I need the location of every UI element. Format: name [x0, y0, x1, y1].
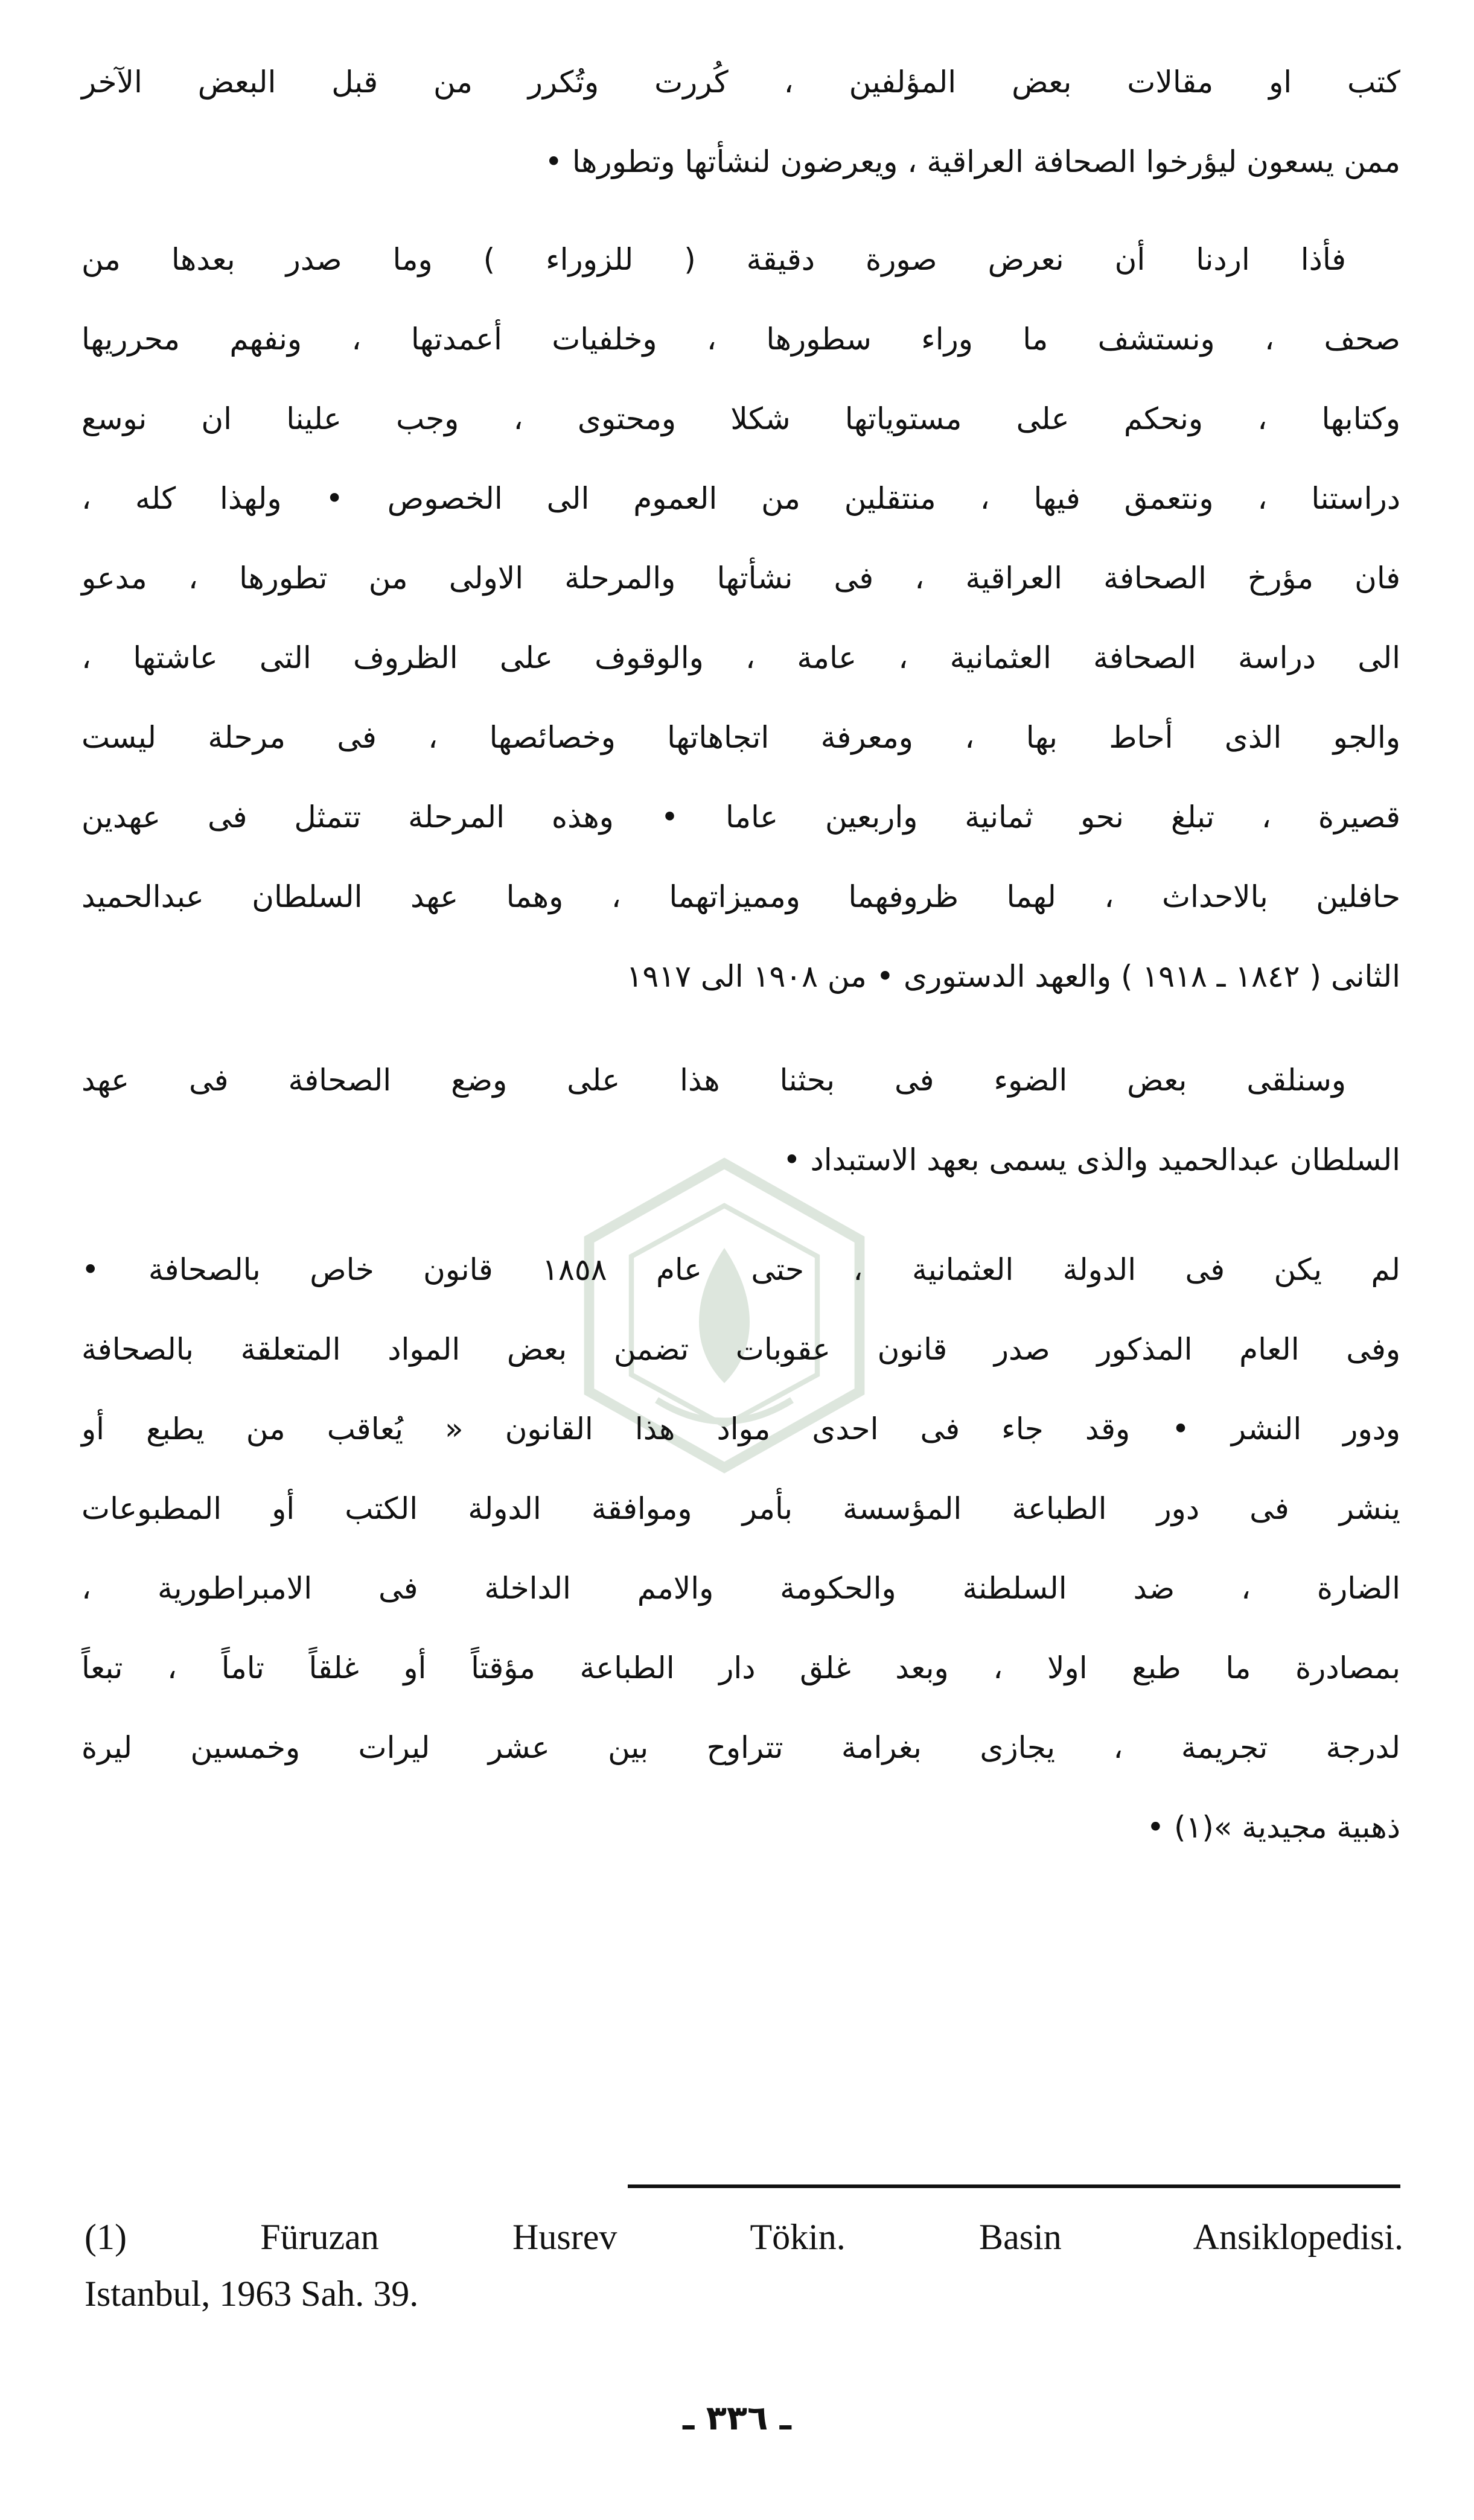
text-line: ودور النشر • وقد جاء فى احدى مواد هذا القانون « يُعاقب من يطبع أو: [81, 1411, 1400, 1446]
text-line: صحف ، ونستشف ما وراء سطورها ، وخلفيات أعمدتها ، ونفهم محرريها: [81, 322, 1400, 357]
main-text: [81, 42, 1400, 1867]
text-line: الى دراسة الصحافة العثمانية ، عامة ، والوقوف على الظروف التى عاشتها ،: [81, 640, 1400, 675]
text-line: ذهبية مجيدية »(١) •: [1146, 1810, 1400, 1845]
text-line: لدرجة تجريمة ، يجازى بغرامة تتراوح بين عشر ليرات وخمسين ليرة: [81, 1730, 1400, 1765]
text-line: كتب او مقالات بعض المؤلفين ، كُررت وتُكرر من قبل البعض الآخر: [81, 65, 1400, 100]
text-line: قصيرة ، تبلغ نحو ثمانية واربعين عاما • وهذه المرحلة تتمثل فى عهدين: [81, 800, 1400, 835]
text-line: وسنلقى بعض الضوء فى بحثنا هذا على وضع الصحافة فى عهد: [81, 1063, 1346, 1098]
text-line: والجو الذى أحاط بها ، ومعرفة اتجاهاتها وخصائصها ، فى مرحلة ليست: [81, 720, 1400, 755]
text-line: لم يكن فى الدولة العثمانية ، حتى عام ١٨٥٨ قانون خاص بالصحافة •: [81, 1252, 1400, 1287]
text-line: ينشر فى دور الطباعة المؤسسة بأمر وموافقة الدولة الكتب أو المطبوعات: [81, 1491, 1400, 1526]
page-number: ـ ٣٣٦ ـ: [683, 2399, 791, 2438]
footnote-divider: [628, 2184, 1400, 2188]
text-line: حافلين بالاحداث ، لهما ظروفهما ومميزاتهما ، وهما عهد السلطان عبدالحميد: [81, 879, 1400, 914]
text-line: دراستنا ، ونتعمق فيها ، منتقلين من العموم الى الخصوص • ولهذا كله ،: [81, 481, 1400, 516]
text-line: وفى العام المذكور صدر قانون عقوبات تضمن بعض المواد المتعلقة بالصحافة: [81, 1332, 1400, 1367]
footnote: [85, 2209, 1403, 2322]
text-line: بمصادرة ما طبع اولا ، وبعد غلق دار الطباعة مؤقتاً أو غلقاً تاماً ، تبعاً: [81, 1650, 1400, 1685]
text-line: فأذا اردنا أن نعرض صورة دقيقة ( للزوراء ) وما صدر بعدها من: [81, 242, 1346, 277]
text-line: فان مؤرخ الصحافة العراقية ، فى نشأتها والمرحلة الاولى من تطورها ، مدعو: [81, 561, 1400, 596]
text-line: السلطان عبدالحميد والذى يسمى بعهد الاستبداد •: [783, 1142, 1400, 1177]
text-line: وكتابها ، ونحكم على مستوياتها شكلا ومحتوى ، وجب علينا ان نوسع: [81, 401, 1400, 436]
footnote-line: (1) Füruzan Husrev Tökin. Basin Ansiklopedisi.: [85, 2217, 1403, 2257]
text-line: الثانى ( ١٨٤٢ ـ ١٩١٨ ) والعهد الدستورى • من ١٩٠٨ الى ١٩١٧: [626, 959, 1400, 994]
text-line: ممن يسعون ليؤرخوا الصحافة العراقية ، ويعرضون لنشأتها وتطورها •: [544, 144, 1400, 179]
text-line: الضارة ، ضد السلطنة والحكومة والامم الداخلة فى الامبراطورية ،: [81, 1571, 1400, 1606]
footnote-line: Istanbul, 1963 Sah. 39.: [85, 2274, 419, 2314]
